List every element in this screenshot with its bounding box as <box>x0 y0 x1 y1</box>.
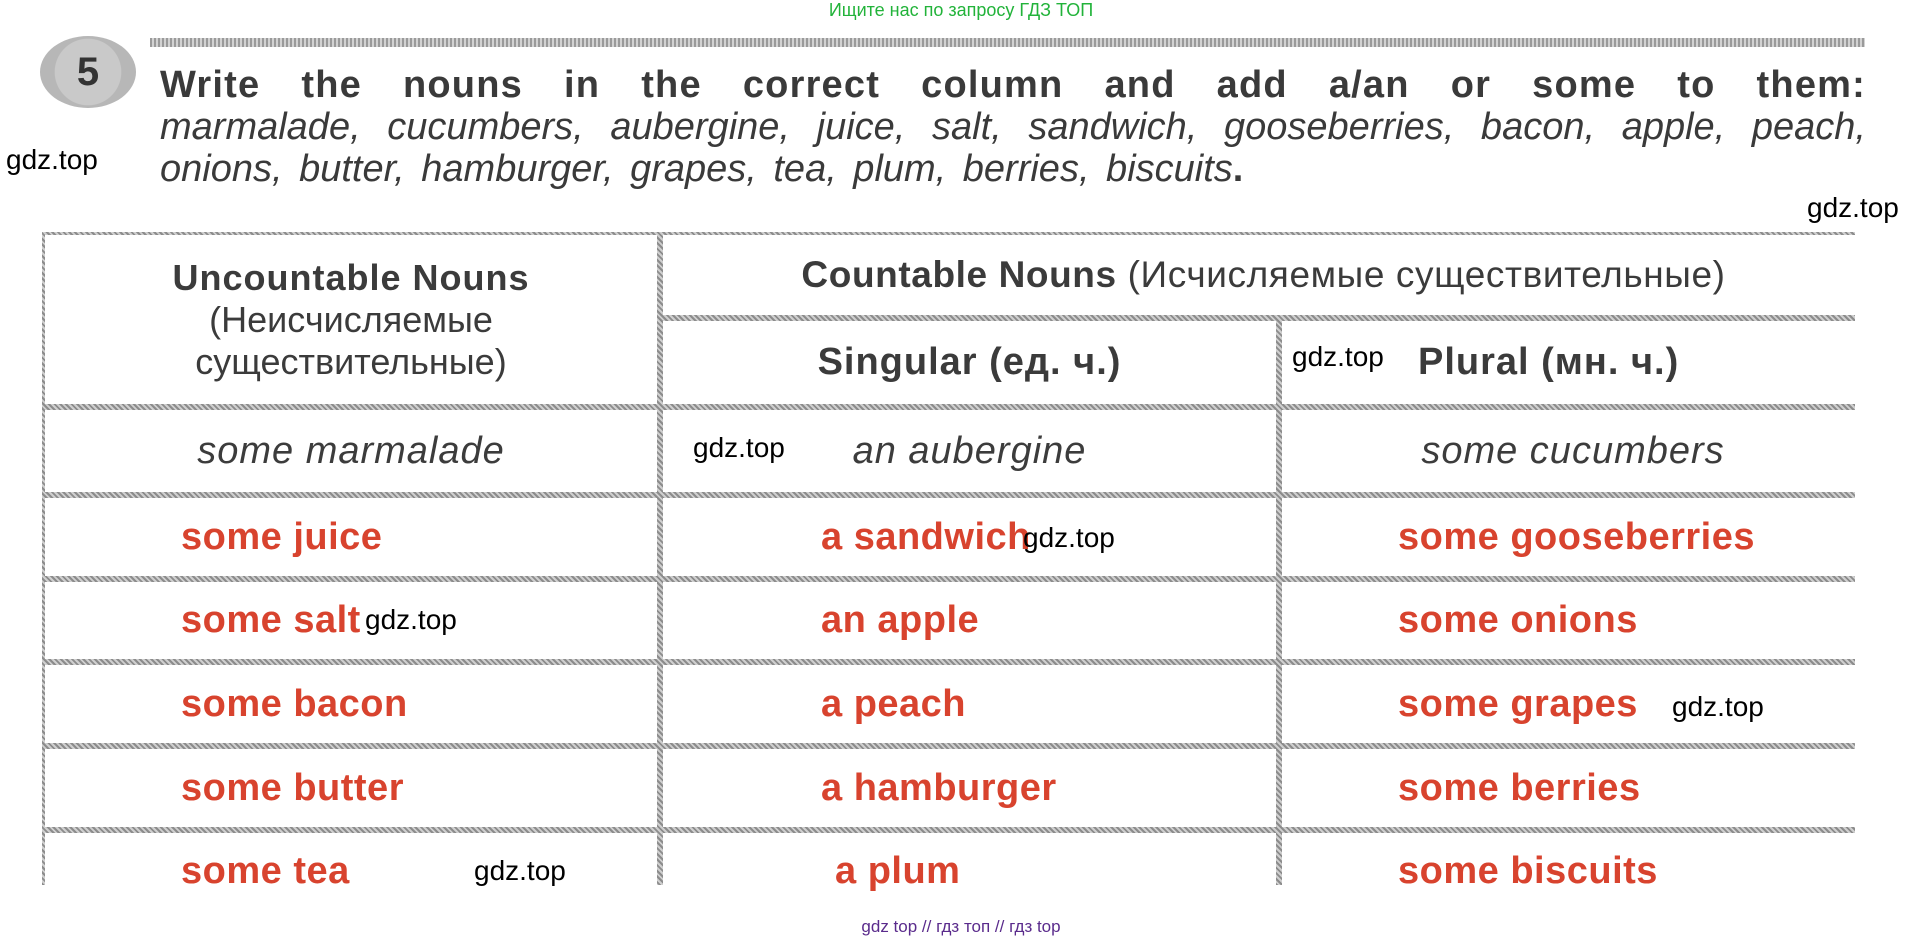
header-countable-title: Countable Nouns <box>801 254 1117 295</box>
answer-uncountable-2-text: some salt <box>181 599 361 641</box>
noun-list-text: marmalade, cucumbers, aubergine, juice, salt, sandwich, gooseberries, bacon, apple, peach, onions, butter, hamburger, grapes, tea, plum, berries, biscuits <box>160 106 1866 190</box>
header-uncountable <box>45 235 657 404</box>
noun-list-end: . <box>1232 148 1244 190</box>
header-uncountable-title: Uncountable Nouns <box>172 256 530 298</box>
answer-uncountable-5-text: some tea <box>181 850 350 892</box>
instruction-text: Write the nouns in the correct column and add a/an or some to them: <box>160 64 1866 106</box>
watermark: gdz.top <box>6 144 98 175</box>
header-uncountable-subtitle-1: (Неисчисляемые <box>209 298 493 340</box>
answer-plural-3-text: some grapes <box>1398 682 1638 725</box>
exercise-number-badge <box>40 36 136 108</box>
header-divider <box>150 38 1865 47</box>
answer-uncountable-5 <box>45 833 657 910</box>
header-countable <box>663 235 1864 315</box>
answer-uncountable-3: some bacon <box>45 665 657 743</box>
answer-singular-5: a plum <box>663 833 1276 910</box>
example-singular-text: an aubergine <box>852 429 1087 472</box>
answer-table <box>42 232 1855 892</box>
footer-links[interactable]: gdz top // гдз топ // гдз top <box>861 917 1061 936</box>
top-banner[interactable]: Ищите нас по запросу ГДЗ ТОП <box>828 0 1094 20</box>
answer-plural-4: some berries <box>1282 749 1864 827</box>
noun-list <box>160 106 1866 190</box>
answer-plural-2: some onions <box>1282 582 1864 659</box>
answer-uncountable-4: some butter <box>45 749 657 827</box>
watermark: gdz.top <box>474 855 566 886</box>
example-cell-plural: some cucumbers <box>1282 410 1864 492</box>
answer-singular-1 <box>663 498 1276 576</box>
answer-singular-3: a peach <box>663 665 1276 743</box>
answer-uncountable-1: some juice <box>45 498 657 576</box>
exercise-number: 5 <box>76 49 100 94</box>
answer-singular-2: an apple <box>663 582 1276 659</box>
answer-plural-5: some biscuits <box>1282 833 1864 910</box>
answer-singular-1-text: a sandwich <box>821 515 1031 558</box>
header-uncountable-subtitle-2: существительные) <box>195 340 507 382</box>
watermark: gdz.top <box>365 604 457 635</box>
header-plural-label: Plural (мн. ч.) <box>1418 341 1680 383</box>
example-cell-uncountable: some marmalade <box>45 410 657 492</box>
example-cell-singular <box>663 410 1276 492</box>
watermark: gdz.top <box>1807 192 1899 223</box>
watermark: gdz.top <box>1672 691 1764 722</box>
watermark: gdz.top <box>1023 522 1115 553</box>
watermark: gdz.top <box>693 432 785 463</box>
header-plural <box>1282 321 1864 404</box>
answer-plural-3 <box>1282 665 1864 743</box>
exercise-instruction <box>160 64 1866 190</box>
answer-plural-1: some gooseberries <box>1282 498 1864 576</box>
watermark: gdz.top <box>1292 341 1384 372</box>
header-singular: Singular (ед. ч.) <box>663 321 1276 404</box>
answer-uncountable-2 <box>45 582 657 659</box>
header-countable-subtitle: (Исчисляемые существительные) <box>1127 254 1726 295</box>
answer-singular-4: a hamburger <box>663 749 1276 827</box>
